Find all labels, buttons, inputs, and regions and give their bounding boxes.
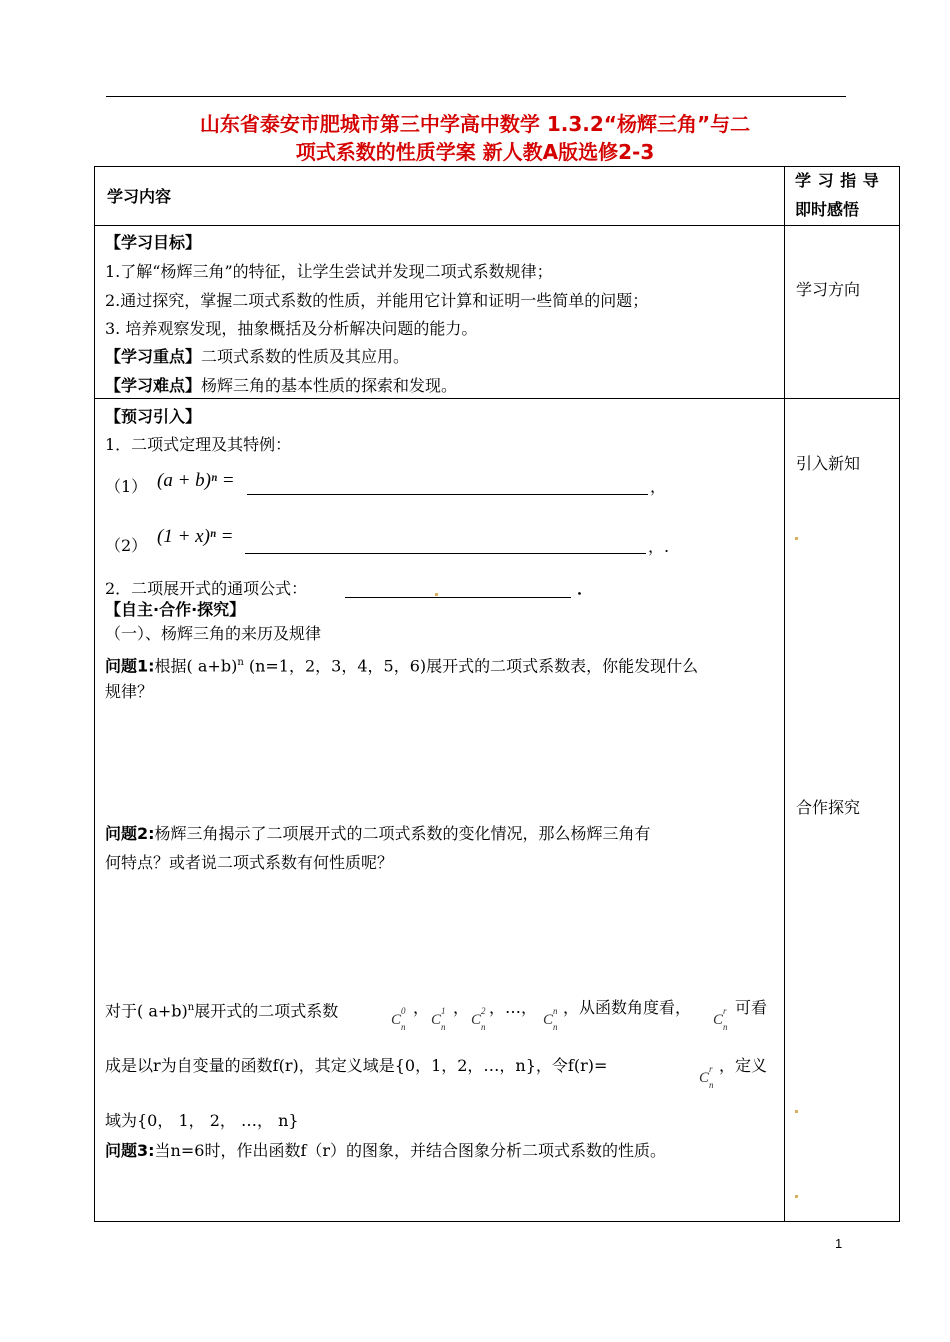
general-term-blank <box>345 597 571 598</box>
explore-heading: 【自主·合作·探究】 <box>105 600 246 619</box>
p-d: 可看 <box>735 998 768 1017</box>
comb-sub: n <box>441 1022 446 1032</box>
preview-heading: 【预习引入】 <box>105 407 202 426</box>
q1-text-a: 根据( a+b) <box>154 656 238 676</box>
binomial-c-1 <box>431 1006 446 1032</box>
binomial-c-0 <box>391 1006 406 1032</box>
q3-text: 当n=6时，作出函数f（r）的图象，并结合图象分析二项式系数的性质。 <box>154 1141 667 1160</box>
preview-item-2: 2．二项展开式的通项公式： <box>105 579 308 598</box>
item2-end: ． <box>577 579 594 598</box>
comb-sup: r <box>723 1006 727 1016</box>
para-line2: 成是以r为自变量的函数f(r)，其定义域是{0，1，2，…，n}，令f(r)= <box>105 1056 608 1075</box>
hard-point <box>105 376 457 396</box>
scan-mark <box>795 1195 798 1198</box>
q1-text-b: (n=1，2，3，4，5，6)展开式的二项式系数表，你能发现什么 <box>243 656 699 676</box>
para-line2-end: ，定义 <box>719 1056 768 1075</box>
title-line-2: 项式系数的性质学案 新人教A版选修2-3 <box>295 140 655 164</box>
row-divider-section1 <box>95 398 899 399</box>
p-comma-2: ， <box>453 998 470 1017</box>
comb-sup: 1 <box>441 1006 446 1016</box>
side-cooperative-inquiry: 合作探究 <box>796 798 861 817</box>
comb-letter: C <box>471 1012 482 1028</box>
q2-label: 问题2: <box>105 824 155 843</box>
goal-1: 1.了解“杨辉三角”的特征，让学生尝试并发现二项式系数规律； <box>105 262 553 281</box>
comb-sub: n <box>553 1022 558 1032</box>
comb-sub: n <box>401 1022 406 1032</box>
side-study-direction: 学习方向 <box>796 280 861 299</box>
eq2-label: （2） <box>105 536 148 555</box>
comb-sub: n <box>723 1022 728 1032</box>
comb-letter: C <box>699 1070 710 1086</box>
scan-mark <box>435 593 438 596</box>
column-divider <box>784 167 785 1221</box>
sub-heading-1: （一）、杨辉三角的来历及规律 <box>105 624 322 643</box>
header-right-1: 学 习 指 导 <box>795 171 880 190</box>
comb-sup: r <box>709 1064 713 1074</box>
header-rule <box>106 96 846 97</box>
p-a: 对于( a+b) <box>105 1001 188 1021</box>
eq2-formula: (1 + x)ⁿ = <box>157 526 234 547</box>
question-2 <box>105 824 651 844</box>
comb-letter: C <box>543 1012 554 1028</box>
comb-sub: n <box>709 1080 714 1090</box>
row-divider-header <box>95 225 899 226</box>
binomial-c-r-2 <box>699 1064 714 1090</box>
key-point <box>105 347 409 367</box>
q3-label: 问题3: <box>105 1141 155 1160</box>
q2-text-a: 杨辉三角揭示了二项展开式的二项式系数的变化情况，那么杨辉三角有 <box>154 824 651 843</box>
comb-letter: C <box>391 1012 402 1028</box>
document-title <box>100 110 850 166</box>
header-right-2: 即时感悟 <box>795 200 860 219</box>
p-ellipsis: ，…， <box>489 998 538 1017</box>
binomial-c-2 <box>471 1006 486 1032</box>
goal-2: 2.通过探究，掌握二项式系数的性质，并能用它计算和证明一些简单的问题； <box>105 291 649 310</box>
question-1 <box>105 653 698 676</box>
q1-sup: n <box>237 657 244 668</box>
title-line-1: 山东省泰安市肥城市第三中学高中数学 1.3.2“杨辉三角”与二 <box>199 112 751 136</box>
binomial-c-r <box>713 1006 728 1032</box>
comb-sub: n <box>481 1022 486 1032</box>
eq1-blank <box>247 494 648 495</box>
comb-sup: n <box>553 1006 558 1016</box>
eq2-end: ，. <box>648 537 670 556</box>
key-label: 【学习重点】 <box>105 347 202 366</box>
question-3 <box>105 1141 666 1161</box>
comb-sup: 2 <box>481 1006 486 1016</box>
p-sup: n <box>187 1002 195 1013</box>
preview-item-1: 1．二项式定理及其特例： <box>105 435 292 454</box>
key-text: 二项式系数的性质及其应用。 <box>201 347 410 366</box>
binomial-c-n <box>543 1006 558 1032</box>
para-line3: 域为{0， 1， 2， …， n} <box>105 1111 299 1130</box>
study-table <box>94 166 900 1222</box>
eq1-label: （1） <box>105 477 148 496</box>
scan-mark <box>795 537 798 540</box>
q2-text-b: 何特点？或者说二项式系数有何性质呢？ <box>105 853 394 872</box>
page-number: 1 <box>835 1236 843 1251</box>
p-comma-1: ， <box>413 998 430 1017</box>
eq1-end: ， <box>650 477 667 496</box>
side-new-knowledge: 引入新知 <box>796 454 861 473</box>
p-c: ，从函数角度看， <box>563 998 692 1017</box>
q1-label: 问题1: <box>105 656 155 676</box>
hard-text: 杨辉三角的基本性质的探索和发现。 <box>201 376 458 395</box>
goal-3: 3. 培养观察发现，抽象概括及分析解决问题的能力。 <box>105 319 478 338</box>
eq1-formula: (a + b)ⁿ = <box>157 470 235 491</box>
q1-text-c: 规律？ <box>105 682 154 701</box>
para-line1-a <box>105 998 338 1021</box>
p-b: 展开式的二项式系数 <box>194 1001 339 1021</box>
comb-letter: C <box>713 1012 724 1028</box>
comb-sup: 0 <box>401 1006 406 1016</box>
scan-mark <box>795 1110 798 1113</box>
goal-heading: 【学习目标】 <box>105 233 202 252</box>
hard-label: 【学习难点】 <box>105 376 202 395</box>
header-left: 学习内容 <box>107 187 172 206</box>
comb-letter: C <box>431 1012 442 1028</box>
eq2-blank <box>245 553 646 554</box>
